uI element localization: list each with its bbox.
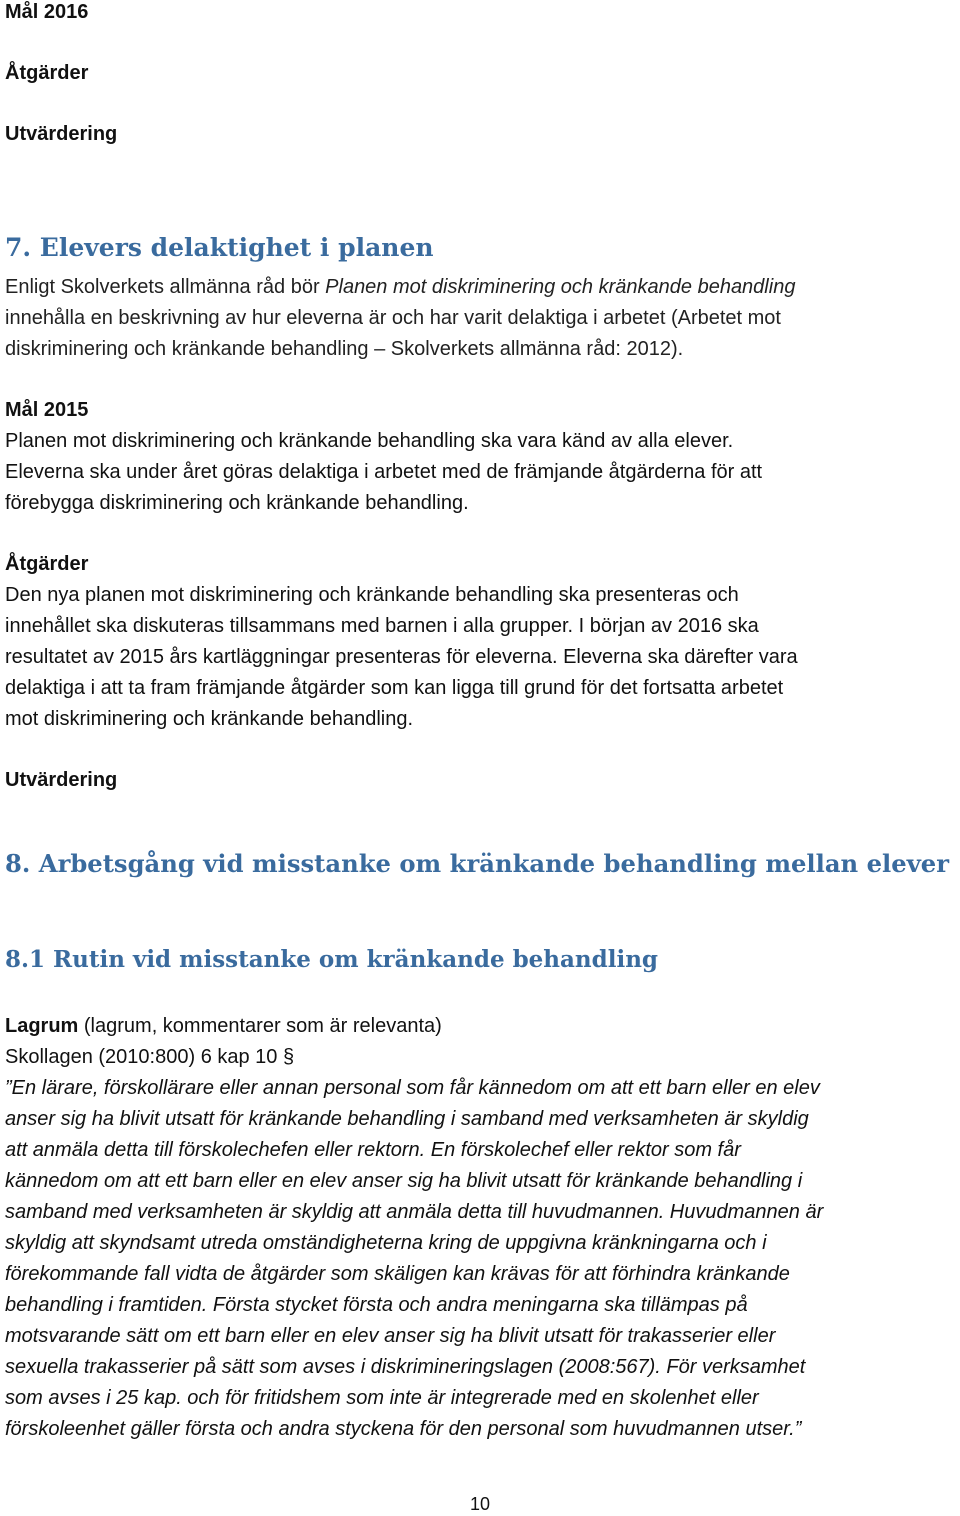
section-7-intro-line-3: diskriminering och kränkande behandling – Skolverkets allmänna råd: 2012). <box>5 338 684 360</box>
quote-line: att anmäla detta till förskolechefen eller rektorn. En förskolechef eller rektor som får <box>5 1139 741 1161</box>
section-8-1-heading: 8.1 Rutin vid misstanke om kränkande behandling <box>5 946 659 973</box>
quote-line: skyldig att skyndsamt utreda omständigheterna kring de uppgivna kränkningarna och i <box>5 1232 767 1254</box>
label-mal-2015: Mål 2015 <box>5 399 89 421</box>
atgarder-line: delaktiga i att ta fram främjande åtgärder som kan ligga till grund för det fortsatta arbetet <box>5 677 784 699</box>
label-atgarder-section-7: Åtgärder <box>5 553 89 575</box>
quote-line: sexuella trakasserier på sätt som avses i diskrimineringslagen (2008:567). För verksamhet <box>5 1356 806 1378</box>
lagrum-note: (lagrum, kommentarer som är relevanta) <box>78 1015 442 1037</box>
intro-italic-title: Planen mot diskriminering och kränkande behandling <box>325 276 796 298</box>
label-utvardering-section-7: Utvärdering <box>5 769 118 791</box>
quote-line: samband med verksamheten är skyldig att anmäla detta till huvudmannen. Huvudmannen är <box>5 1201 824 1223</box>
section-7-intro-line-2: innehålla en beskrivning av hur eleverna är och har varit delaktiga i arbetet (Arbetet mot <box>5 307 781 329</box>
atgarder-line: mot diskriminering och kränkande behandling. <box>5 708 414 730</box>
lagrum-label: Lagrum <box>5 1015 79 1037</box>
section-7-heading: 7. Elevers delaktighet i planen <box>5 233 434 262</box>
section-7-intro-line-1 <box>5 273 795 301</box>
quote-line: anser sig ha blivit utsatt för kränkande behandling i samband med verksamheten är skyldig <box>5 1108 809 1130</box>
section-8-heading: 8. Arbetsgång vid misstanke om kränkande behandling mellan elever <box>5 849 949 878</box>
quote-line: behandling i framtiden. Första stycket första och andra meningarna ska tillämpas på <box>5 1294 748 1316</box>
label-mal-2016: Mål 2016 <box>5 1 89 23</box>
mal-2015-line: Eleverna ska under året göras delaktiga i arbetet med de främjande åtgärderna för att <box>5 461 763 483</box>
atgarder-line: resultatet av 2015 års kartläggningar presenteras för eleverna. Eleverna ska därefter vara <box>5 646 798 668</box>
intro-text: Enligt Skolverkets allmänna råd bör <box>5 276 326 298</box>
quote-line: förskoleenhet gäller första och andra styckena för den personal som huvudmannen utser.” <box>5 1418 802 1440</box>
atgarder-line: Den nya planen mot diskriminering och kränkande behandling ska presenteras och <box>5 584 739 606</box>
quote-line: kännedom om att ett barn eller en elev anser sig ha blivit utsatt för kränkande behandling i <box>5 1170 803 1192</box>
quote-line: förekommande fall vidta de åtgärder som skäligen kan krävas för att förhindra kränkande <box>5 1263 790 1285</box>
mal-2015-line: förebygga diskriminering och kränkande behandling. <box>5 492 469 514</box>
quote-line: ”En lärare, förskollärare eller annan personal som får kännedom om att ett barn eller en elev <box>5 1077 820 1099</box>
label-atgarder: Åtgärder <box>5 62 89 84</box>
lagrum-line <box>5 1012 442 1040</box>
atgarder-line: innehållet ska diskuteras tillsammans med barnen i alla grupper. I början av 2016 ska <box>5 615 759 637</box>
label-utvardering: Utvärdering <box>5 123 118 145</box>
quote-line: som avses i 25 kap. och för fritidshem som inte är integrerade med en skolenhet eller <box>5 1387 759 1409</box>
mal-2015-line: Planen mot diskriminering och kränkande behandling ska vara känd av alla elever. <box>5 430 734 452</box>
skollagen-reference: Skollagen (2010:800) 6 kap 10 § <box>5 1046 295 1068</box>
quote-line: motsvarande sätt om ett barn eller en elev anser sig ha blivit utsatt för trakasserier eller <box>5 1325 776 1347</box>
page-number: 10 <box>469 1494 491 1514</box>
